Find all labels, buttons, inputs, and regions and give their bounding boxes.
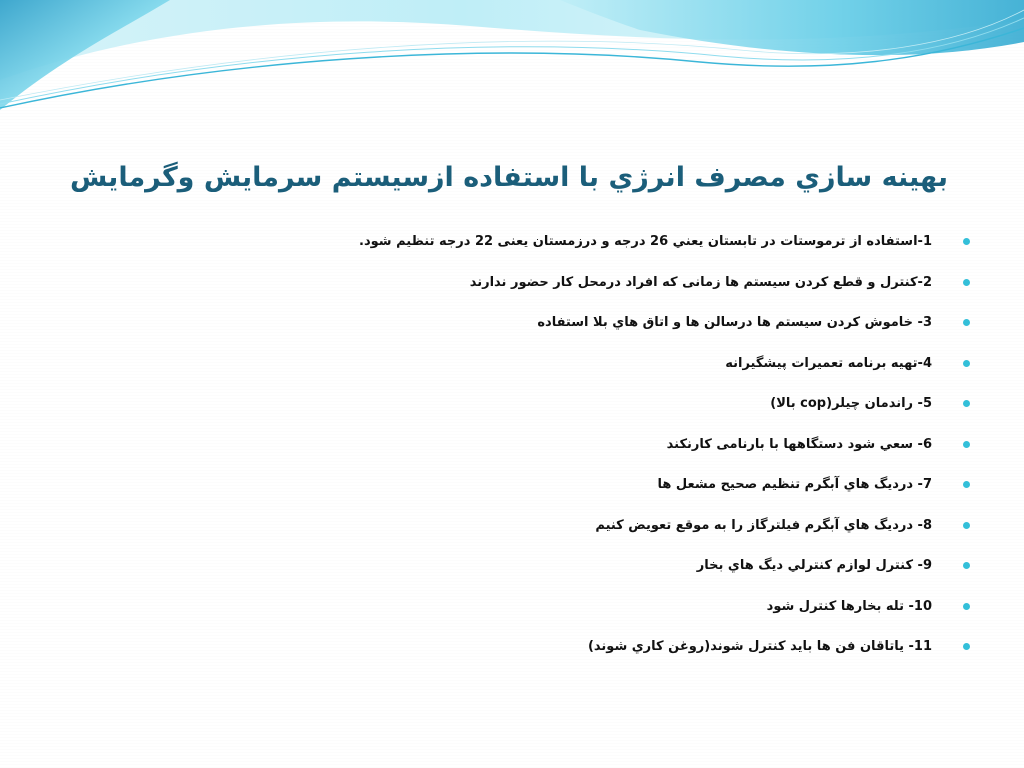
list-item [300, 506, 970, 547]
bullet-dot-icon [963, 360, 970, 367]
list-item [300, 465, 970, 506]
slide-title: بهینه سازي مصرف انرژي با استفاده ازسیستم سرمایش وگرمایش [70, 162, 948, 193]
list-item-text: 3- خاموش کردن سیستم ها درسالن ها و اتاق هاي بلا استفاده [537, 315, 932, 330]
list-item [300, 425, 970, 466]
bullet-dot-icon [963, 238, 970, 245]
list-item-text: 6- سعي شود دستگاهها با بارنامی کارنکند [666, 436, 932, 452]
bullet-dot-icon [963, 603, 970, 610]
list-item [300, 344, 970, 385]
list-item-text: 4-تهیه برنامه تعمیرات پیشگیرانه [725, 355, 932, 371]
list-item-text: 10- تله بخارها کنترل شود [766, 598, 932, 614]
bullet-dot-icon [963, 441, 970, 448]
bullet-dot-icon [963, 481, 970, 488]
list-item-text: 7- دردیگ هاي آبگرم تنظیم صحیح مشعل ها [657, 477, 932, 492]
bullet-dot-icon [963, 643, 970, 650]
list-item-text: 1-استفاده از ترموستات در تابستان یعني 26 درجه و درزمستان یعنی 22 درجه تنظیم شود. [359, 234, 932, 249]
list-item [300, 587, 970, 628]
bullet-dot-icon [963, 522, 970, 529]
list-item-text: 8- دردیگ هاي آبگرم فیلترگاز را به موقع تعویض کنیم [595, 517, 932, 533]
list-item [300, 303, 970, 344]
bullet-dot-icon [963, 400, 970, 407]
bullet-dot-icon [963, 562, 970, 569]
list-item-text: 9- کنترل لوازم کنترلي دیگ هاي بخار [696, 558, 932, 573]
list-item [300, 263, 970, 304]
list-item [300, 546, 970, 587]
list-item [300, 627, 970, 668]
list-item [300, 222, 970, 263]
list-item [300, 384, 970, 425]
bullet-dot-icon [963, 319, 970, 326]
list-item-text: 11- یاتاقان فن ها باید کنترل شوند(روغن کاري شوند) [587, 639, 932, 654]
header-wave-decoration [0, 0, 1024, 120]
list-item-text: 2-کنترل و قطع کردن سیستم ها زمانی که افراد درمحل کار حضور ندارند [469, 274, 932, 290]
bullet-list [300, 222, 970, 668]
list-item-text: 5- راندمان چیلر(cop بالا) [770, 396, 932, 411]
bullet-dot-icon [963, 279, 970, 286]
